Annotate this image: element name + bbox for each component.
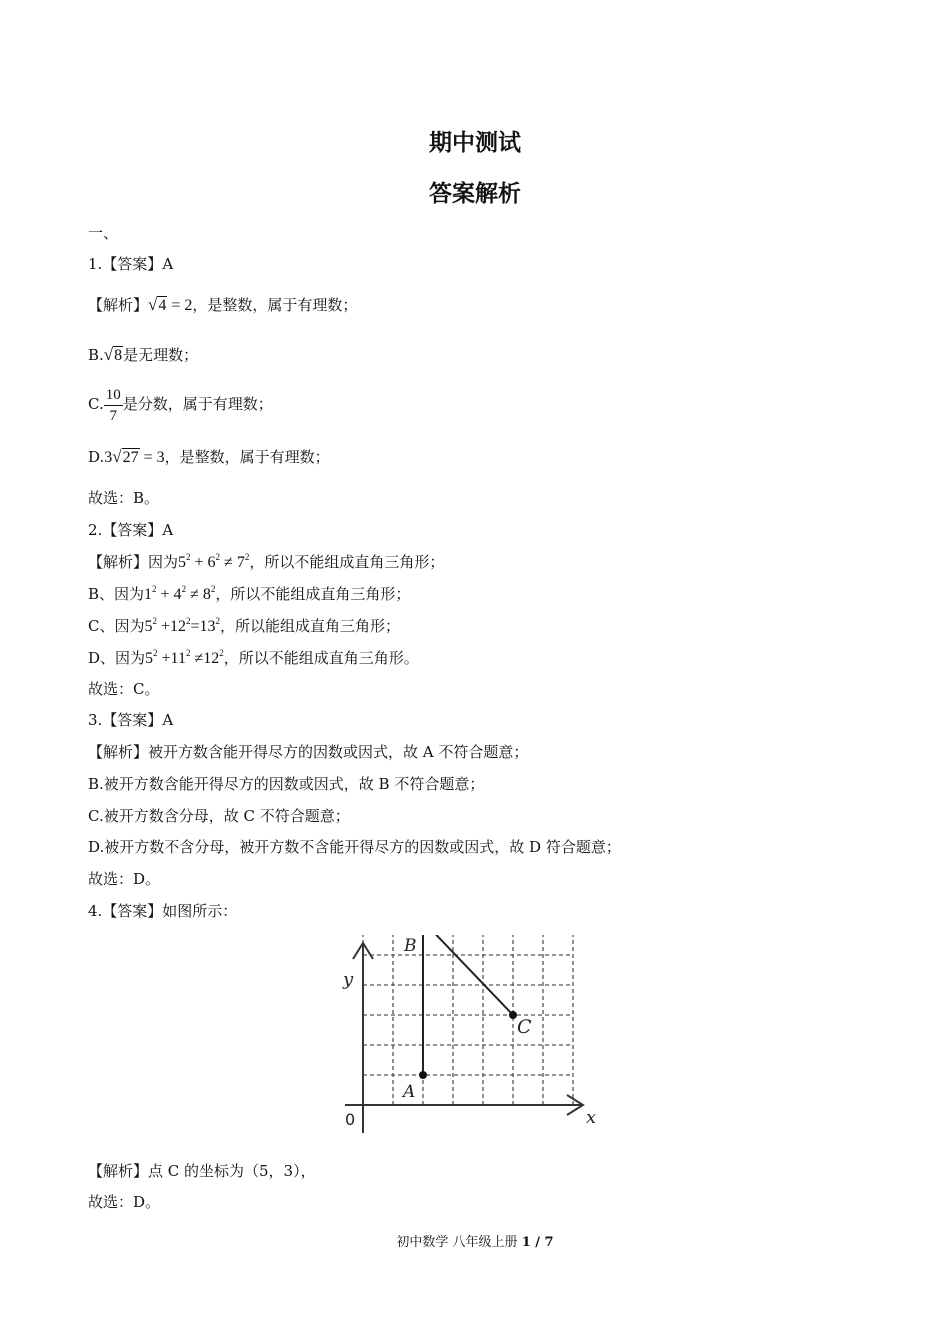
q1-option-d: D.3√27 = 3，是整数，属于有理数； <box>88 447 330 466</box>
fraction: $\frac{10}{7}$ <box>105 386 121 424</box>
point-c <box>509 1011 517 1019</box>
q4-conclusion: 故选：D。 <box>88 1193 161 1211</box>
q1-analysis: 【解析】√4 = 2，是整数，属于有理数； <box>88 295 358 314</box>
label-c: C <box>517 1016 532 1038</box>
q3-line-a: 【解析】被开方数含能开得尽方的因数或因式，故 A 不符合题意； <box>88 743 529 761</box>
q3-line-d: D.被开方数不含分母，被开方数不含能开得尽方的因数或因式，故 D 符合题意； <box>88 838 621 856</box>
sqrt-symbol: √8 <box>103 345 123 364</box>
q3-conclusion: 故选：D。 <box>88 870 161 888</box>
q1-option-b: B.√8是无理数； <box>88 345 199 364</box>
q3-line-c: C.被开方数含分母，故 C 不符合题意； <box>88 807 350 825</box>
point-a <box>419 1071 427 1079</box>
label-x: x <box>586 1107 597 1128</box>
q4-answer: 4.【答案】如图所示： <box>88 902 238 920</box>
q2-conclusion: 故选：C。 <box>88 680 160 698</box>
page-title: 期中测试 <box>429 130 521 156</box>
q2-line-d: D、因为$5^2 +11^2 \ne 12^2$，所以不能组成直角三角形。 <box>88 648 419 667</box>
coordinate-figure <box>335 935 605 1135</box>
q2-answer: 2.【答案】A <box>88 521 174 539</box>
q1-conclusion: 故选：B。 <box>88 489 160 507</box>
q2-line-b: B、因为$1^2 + 4^2 \ne 8^2$，所以不能组成直角三角形； <box>88 584 411 603</box>
page-subtitle: 答案解析 <box>429 181 521 207</box>
q3-line-b: B.被开方数含能开得尽方的因数或因式，故 B 不符合题意； <box>88 775 485 793</box>
label-origin: 0 <box>345 1110 356 1129</box>
dashed-grid <box>363 935 573 1105</box>
section-label: 一、 <box>88 224 119 242</box>
q3-answer: 3.【答案】A <box>88 711 174 729</box>
sqrt-symbol: √27 <box>112 447 139 466</box>
label-a: A <box>403 1082 416 1102</box>
sqrt-symbol: √4 <box>148 295 167 314</box>
q2-line-c: C、因为$5^2 +12^2=13^2$，所以能组成直角三角形； <box>88 616 401 635</box>
q4-analysis: 【解析】点 C 的坐标为（5，3）， <box>88 1162 316 1180</box>
q1-answer: 1.【答案】A <box>88 255 174 273</box>
segment-bc <box>423 935 513 1015</box>
page-number: 1 / 7 <box>521 1235 554 1250</box>
page-footer: 初中数学 八年级上册 1 / 7 <box>396 1235 554 1250</box>
label-b: B <box>404 936 417 956</box>
q2-line-a: 【解析】因为$5^2 + 6^2 \ne 7^2$，所以不能组成直角三角形； <box>88 552 445 571</box>
q1-option-c: C. $\frac{10}{7}$ 是分数，属于有理数； <box>88 386 273 424</box>
label-y: y <box>343 969 354 990</box>
